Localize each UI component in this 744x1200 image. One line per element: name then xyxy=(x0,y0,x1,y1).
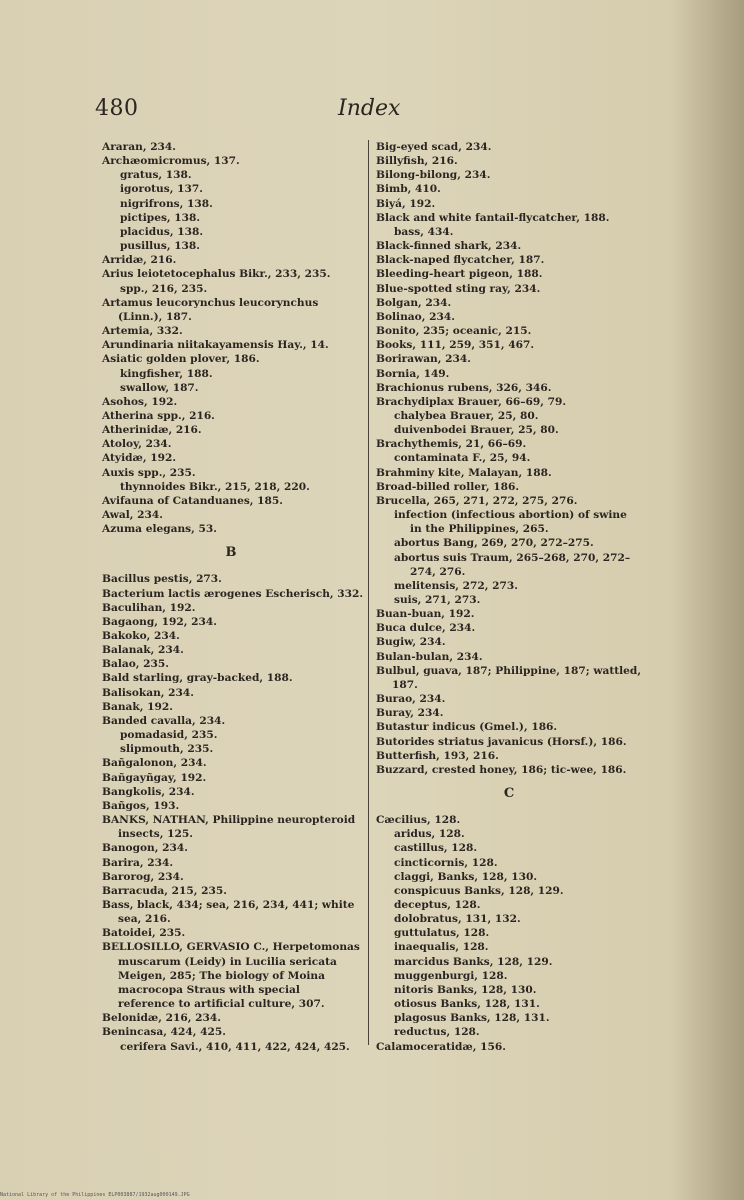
index-entry: Barira, 234. xyxy=(102,856,174,869)
index-entry: igorotus, 137. xyxy=(120,183,203,196)
index-entry: Artamus leucorynchus leucorynchus (Linn.), 187. xyxy=(102,296,319,323)
index-entry: Archæomicromus, 137. xyxy=(102,155,240,168)
index-entry: Butorides striatus javanicus (Horsf.), 186. xyxy=(376,735,627,748)
section-letter-c: C xyxy=(503,786,515,802)
section-b-entries-continued xyxy=(376,140,642,777)
index-entry: Black-finned shark, 234. xyxy=(376,240,522,253)
index-entry: Black-naped flycatcher, 187. xyxy=(376,254,545,267)
index-entry: Bañgalonon, 234. xyxy=(102,757,207,770)
index-entry: Bacterium lactis ærogenes Escherisch, 332. xyxy=(102,587,364,600)
index-entry: Blue-spotted sting ray, 234. xyxy=(376,282,541,295)
section-a-entries xyxy=(102,140,360,536)
index-entry: Atoloy, 234. xyxy=(102,438,172,451)
index-entry: otiosus Banks, 128, 131. xyxy=(394,998,540,1011)
index-entry: Benincasa, 424, 425. xyxy=(102,1026,226,1039)
index-entry: Arius leiotetocephalus Bikr., 233, 235. xyxy=(102,268,331,281)
index-entry: Auxis spp., 235. xyxy=(102,466,196,479)
index-entry: Bilong-bilong, 234. xyxy=(376,169,491,182)
index-entry: Calamoceratidæ, 156. xyxy=(376,1040,506,1053)
index-entry: Banogon, 234. xyxy=(102,842,188,855)
index-entry: Books, 111, 259, 351, 467. xyxy=(376,339,535,352)
index-entry: claggi, Banks, 128, 130. xyxy=(394,870,538,883)
index-entry: Bolinao, 234. xyxy=(376,310,455,323)
index-entry: Billyfish, 216. xyxy=(376,155,458,168)
index-entry: Burao, 234. xyxy=(376,693,446,706)
index-entry: Borirawan, 234. xyxy=(376,353,471,366)
index-entry: Banded cavalla, 234. xyxy=(102,714,226,727)
index-entry: Broad-billed roller, 186. xyxy=(376,480,520,493)
index-entry: Araran, 234. xyxy=(102,141,176,153)
index-entry: BANKS, NATHAN, Philippine neuropteroid insects, 125. xyxy=(102,814,356,841)
index-entry: Azuma elegans, 53. xyxy=(102,523,217,536)
index-entry: pictipes, 138. xyxy=(120,211,201,224)
index-entry: abortus Bang, 269, 270, 272–275. xyxy=(394,537,594,550)
index-entry: guttulatus, 128. xyxy=(394,927,490,940)
index-entry: Buray, 234. xyxy=(376,707,444,720)
index-entry: abortus suis Traum, 265–268, 270, 272–274, 276. xyxy=(394,551,631,578)
index-entry: melitensis, 272, 273. xyxy=(394,579,518,592)
index-entry: Asiatic golden plover, 186. xyxy=(102,353,260,366)
index-entry: Asohos, 192. xyxy=(102,395,178,408)
left-column xyxy=(102,140,364,1054)
index-entry: Bacillus pestis, 273. xyxy=(102,573,222,586)
index-entry: BELLOSILLO, GERVASIO C., Herpetomonas muscarum (Leidy) in Lucilia sericata Meigen, 285; The biology of Moina macrocopa Straus with special reference to artificial culture, 307. xyxy=(102,941,360,1011)
index-entry: Awal, 234. xyxy=(102,509,163,522)
index-entry: Brachythemis, 21, 66–69. xyxy=(376,438,527,451)
index-entry: infection (infectious abortion) of swine in the Philippines, 265. xyxy=(394,509,627,536)
page-title: Index xyxy=(338,96,401,121)
scan-footer: National Library of the Philippines ELP003887/1932aug000149.JPG xyxy=(0,1192,190,1198)
index-entry: Avifauna of Catanduanes, 185. xyxy=(102,494,283,507)
index-entry: Atyidæ, 192. xyxy=(102,452,177,465)
index-entry: Bulan-bulan, 234. xyxy=(376,650,483,663)
index-entry: bass, 434. xyxy=(394,225,454,238)
index-entry: Bangkolis, 234. xyxy=(102,785,195,798)
column-divider xyxy=(368,140,369,1045)
index-entry: Bakoko, 234. xyxy=(102,630,180,642)
index-entry: Banak, 192. xyxy=(102,700,173,713)
index-entry: Biyá, 192. xyxy=(376,197,436,210)
index-entry: Brucella, 265, 271, 272, 275, 276. xyxy=(376,494,578,507)
index-entry: duivenbodei Brauer, 25, 80. xyxy=(394,424,559,437)
index-entry: Baculihan, 192. xyxy=(102,601,196,614)
index-entry: Black and white fantail-flycatcher, 188. xyxy=(376,211,610,224)
index-entry: Artemia, 332. xyxy=(102,325,183,338)
index-entry: contaminata F., 25, 94. xyxy=(394,452,531,465)
index-entry: Cæcilius, 128. xyxy=(376,814,461,827)
index-entry: Bass, black, 434; sea, 216, 234, 441; white sea, 216. xyxy=(102,898,355,926)
index-entry: Buca dulce, 234. xyxy=(376,622,476,635)
index-entry: Atherinidæ, 216. xyxy=(102,424,202,437)
index-entry: Bañgayñgay, 192. xyxy=(102,771,207,784)
index-entry: Bornia, 149. xyxy=(376,367,450,380)
index-entry: cerifera Savi., 410, 411, 422, 424, 425. xyxy=(120,1040,350,1053)
index-entry: Bimb, 410. xyxy=(376,183,441,196)
index-entry: Buan-buan, 192. xyxy=(376,608,475,621)
section-b-entries xyxy=(102,572,364,1053)
index-entry: Balisokan, 234. xyxy=(102,686,194,699)
index-entry: Bonito, 235; oceanic, 215. xyxy=(376,325,532,338)
index-entry: inaequalis, 128. xyxy=(394,941,489,954)
index-entry: Bleeding-heart pigeon, 188. xyxy=(376,268,543,281)
index-entry: Belonidæ, 216, 234. xyxy=(102,1012,221,1025)
index-entry: Brahminy kite, Malayan, 188. xyxy=(376,466,552,479)
index-entry: deceptus, 128. xyxy=(394,898,481,911)
index-entry: pusillus, 138. xyxy=(120,240,200,253)
index-entry: Butterfish, 193, 216. xyxy=(376,749,499,762)
section-letter-b: B xyxy=(225,545,237,561)
index-entry: Balanak, 234. xyxy=(102,644,184,657)
index-entry: Bald starling, gray-backed, 188. xyxy=(102,672,293,685)
index-entry: suis, 271, 273. xyxy=(394,594,481,606)
index-entry: dolobratus, 131, 132. xyxy=(394,913,521,926)
index-entry: pomadasid, 235. xyxy=(120,729,218,742)
index-entry: Bagaong, 192, 234. xyxy=(102,615,217,628)
index-entry: Brachydiplax Brauer, 66–69, 79. xyxy=(376,395,567,408)
index-entry: thynnoides Bikr., 215, 218, 220. xyxy=(120,480,310,493)
index-entry: castillus, 128. xyxy=(394,842,478,855)
index-entry: Atherina spp., 216. xyxy=(102,409,215,422)
index-entry: Bañgos, 193. xyxy=(102,799,180,812)
index-entry: placidus, 138. xyxy=(120,225,204,238)
right-column xyxy=(376,140,642,1054)
index-entry: Barracuda, 215, 235. xyxy=(102,884,227,897)
index-entry: Balao, 235. xyxy=(102,658,169,671)
index-entry: reductus, 128. xyxy=(394,1026,480,1039)
index-entry: Brachionus rubens, 326, 346. xyxy=(376,381,552,394)
index-entry: Arridæ, 216. xyxy=(102,254,177,267)
index-entry: Arundinaria niitakayamensis Hay., 14. xyxy=(102,339,329,352)
index-entry: slipmouth, 235. xyxy=(120,743,214,756)
index-entry: kingfisher, 188. xyxy=(120,367,213,380)
index-entry: nitoris Banks, 128, 130. xyxy=(394,983,537,996)
index-entry: swallow, 187. xyxy=(120,381,199,394)
index-entry: muggenburgi, 128. xyxy=(394,969,508,982)
index-entry: Barorog, 234. xyxy=(102,870,184,883)
index-entry: cincticornis, 128. xyxy=(394,856,498,869)
index-entry: aridus, 128. xyxy=(394,828,465,841)
index-entry: Bolgan, 234. xyxy=(376,296,452,309)
index-entry: chalybea Brauer, 25, 80. xyxy=(394,409,539,422)
index-entry: gratus, 138. xyxy=(120,169,192,182)
index-entry: Buzzard, crested honey, 186; tic-wee, 186. xyxy=(376,763,627,776)
index-entry: Batoidei, 235. xyxy=(102,927,186,940)
index-entry: Butastur indicus (Gmel.), 186. xyxy=(376,721,558,734)
page-number: 480 xyxy=(95,96,139,121)
index-entry: Bulbul, guava, 187; Philippine, 187; wattled, 187. xyxy=(376,664,642,691)
index-entry: marcidus Banks, 128, 129. xyxy=(394,955,553,968)
index-entry: nigrifrons, 138. xyxy=(120,197,213,210)
index-entry: Big-eyed scad, 234. xyxy=(376,141,492,153)
index-entry: plagosus Banks, 128, 131. xyxy=(394,1012,550,1025)
index-entry: Bugiw, 234. xyxy=(376,636,446,649)
index-entry: spp., 216, 235. xyxy=(120,282,208,295)
section-c-entries xyxy=(376,813,642,1054)
index-entry: conspicuus Banks, 128, 129. xyxy=(394,884,564,897)
